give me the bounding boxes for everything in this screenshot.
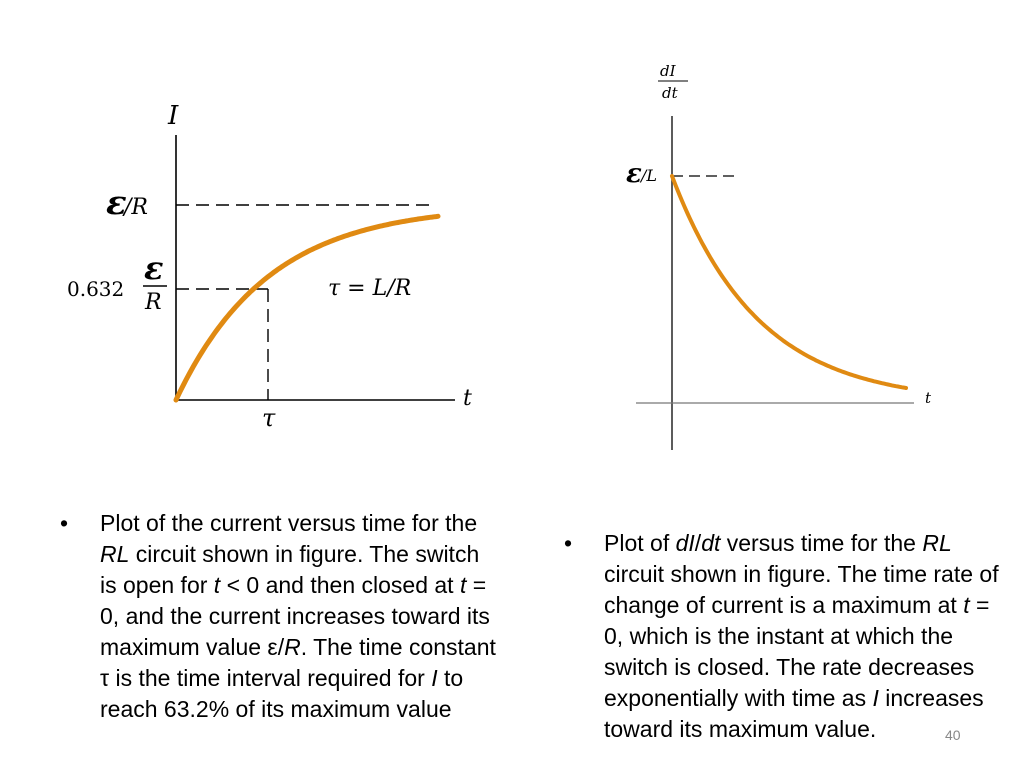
left-y-axis-label: I	[168, 101, 179, 131]
fraction-coefficient: 0.632	[67, 277, 125, 301]
slide-number: 40	[945, 727, 961, 743]
left-caption-run: to reach 63.2% of its maximum value	[100, 665, 464, 722]
right-caption-text	[604, 530, 999, 742]
right-caption-run: dt	[701, 530, 721, 556]
left-caption-run: . The time constant τ is the time interval required for	[100, 634, 496, 691]
right-caption-run: I	[872, 685, 879, 711]
left-caption-run: I	[431, 665, 438, 691]
initial-rate-emf-symbol: ε	[626, 159, 642, 189]
right-y-axis-label-numerator: dI	[660, 62, 676, 80]
left-caption-bullet: •	[60, 510, 69, 536]
right-caption-run: = 0, which is the instant at which the switch is closed. The rate decreases exponentially with time as	[604, 592, 990, 711]
rate-decay-curve	[672, 176, 906, 388]
right-caption-run: RL	[922, 530, 952, 556]
left-caption-run: circuit shown in figure. The switch is open for	[100, 541, 480, 598]
left-caption-run: R	[284, 634, 301, 660]
tau-axis-label: τ	[262, 404, 276, 432]
left-caption-run: t	[459, 572, 467, 598]
left-caption-run: RL	[100, 541, 130, 567]
right-caption-run: /	[694, 530, 702, 556]
max-current-label-suffix: /R	[124, 195, 148, 220]
right-x-axis-label: t	[925, 389, 932, 407]
max-current-emf-symbol: ε	[106, 183, 127, 223]
fraction-denominator: R	[145, 290, 162, 315]
left-caption-run: Plot of the current versus time for the	[100, 510, 478, 536]
right-y-axis-label-denominator: dt	[662, 84, 678, 102]
right-caption-run: dI	[675, 530, 695, 556]
initial-rate-label-suffix: /L	[641, 166, 658, 185]
left-caption	[60, 508, 500, 725]
right-caption-run: t	[963, 592, 970, 618]
right-caption-run: circuit shown in figure. The time rate of change of current is a maximum at	[604, 561, 999, 618]
left-caption-run: < 0 and then closed at	[220, 572, 460, 598]
right-caption-run: versus time for the	[720, 530, 923, 556]
left-caption-text	[100, 510, 496, 722]
left-x-axis-label: t	[463, 386, 472, 411]
right-caption-run: increases toward its maximum value.	[604, 685, 984, 742]
left-caption-run: t	[213, 572, 221, 598]
time-constant-label: τ = L/R	[328, 276, 412, 301]
right-caption	[564, 528, 999, 745]
right-caption-bullet: •	[564, 530, 573, 556]
fraction-numerator-emf: ε	[144, 249, 164, 287]
left-caption-run: = 0, and the current increases toward its maximum value ε/	[100, 572, 490, 660]
right-caption-run: Plot of	[604, 530, 676, 556]
